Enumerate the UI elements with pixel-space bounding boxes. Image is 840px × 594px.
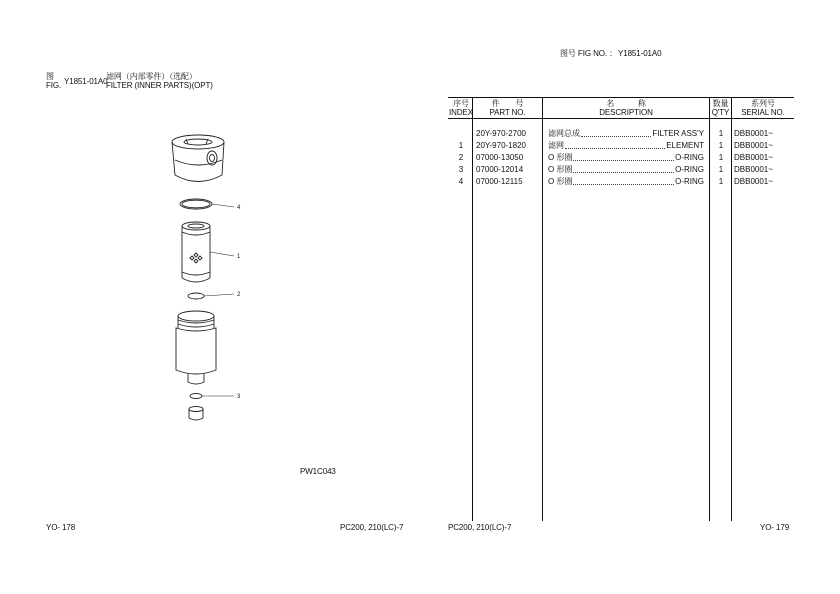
cell-index: 1 [458, 141, 464, 150]
desc-en: O-RING [675, 153, 704, 162]
desc-cn: 滤网总成 [548, 129, 580, 138]
filter-bowl-drawing [176, 311, 216, 384]
o-ring-3-drawing [190, 394, 202, 399]
cell-serial: DBB0001~ [734, 165, 773, 174]
cell-part-no: 20Y-970-1820 [476, 141, 526, 150]
cell-qty: 1 [718, 141, 724, 150]
callout-3: 3 [237, 394, 241, 400]
fig-label-en: FIG. [46, 81, 62, 90]
cell-part-no: 07000-12014 [476, 165, 524, 174]
cell-serial: DBB0001~ [734, 141, 773, 150]
leader-dots [573, 153, 674, 161]
desc-en: O-RING [675, 165, 704, 174]
callout-4: 4 [237, 205, 241, 211]
cell-description [548, 177, 704, 187]
col-divider [472, 97, 473, 521]
leader-dots [573, 165, 674, 173]
leader-dots [581, 129, 651, 137]
cell-part-no: 07000-12115 [476, 177, 523, 186]
fig-number: Y1851-01A0 [64, 77, 108, 86]
fig-no-value: Y1851-01A0 [618, 49, 662, 58]
right-footer-model: PC200, 210(LC)-7 [448, 523, 512, 532]
cell-description [548, 141, 704, 151]
cell-serial: DBB0001~ [734, 153, 773, 162]
header-qty-en: Q'TY [711, 108, 730, 117]
cell-index: 2 [458, 153, 464, 162]
header-part-cn: 件 号 [491, 99, 524, 108]
cell-index: 3 [458, 165, 464, 174]
left-footer-model: PC200, 210(LC)-7 [340, 523, 404, 532]
cell-description [548, 153, 704, 163]
cell-index: 4 [458, 177, 464, 186]
illustration-code: PW1C043 [300, 467, 336, 476]
filter-exploded-illustration [150, 120, 290, 440]
cell-qty: 1 [718, 165, 724, 174]
cell-qty: 1 [718, 129, 724, 138]
callout-1: 1 [237, 254, 241, 260]
header-part-en: PART NO. [489, 108, 526, 117]
filter-head-drawing [172, 135, 224, 182]
filter-element-drawing [182, 222, 210, 282]
header-qty-cn: 数量 [712, 99, 729, 108]
cell-serial: DBB0001~ [734, 129, 773, 138]
fig-no-label: 图号 FIG NO. ： [560, 49, 618, 58]
cell-qty: 1 [718, 177, 724, 186]
desc-cn: O 形圈 [548, 165, 573, 174]
desc-en: O-RING [675, 177, 704, 186]
col-divider [709, 97, 710, 521]
desc-en: FILTER ASS'Y [652, 129, 704, 138]
header-serial-en: SERIAL NO. [741, 108, 785, 117]
header-desc-cn: 名 称 [606, 99, 646, 108]
cell-serial: DBB0001~ [734, 177, 773, 186]
header-serial-cn: 系列号 [751, 99, 775, 108]
header-desc-en: DESCRIPTION [599, 108, 653, 117]
desc-en: ELEMENT [666, 141, 704, 150]
table-header-rule [448, 118, 794, 119]
cell-description [548, 165, 704, 175]
cell-description [548, 129, 704, 139]
table-top-rule [448, 97, 794, 98]
header-index-en: INDEX [449, 108, 473, 117]
drain-plug-drawing [189, 407, 203, 421]
col-divider [731, 97, 732, 521]
desc-cn: O 形圈 [548, 177, 573, 186]
fig-label-cn: 图 [46, 72, 54, 81]
desc-cn: O 形圈 [548, 153, 573, 162]
o-ring-2-drawing [188, 293, 204, 299]
callout-2: 2 [237, 292, 241, 298]
left-footer-page: YO- 178 [46, 523, 76, 532]
leader-dots [565, 141, 665, 149]
leader-dots [573, 177, 674, 185]
header-index-cn: 序号 [453, 99, 469, 108]
right-footer-page: YO- 179 [760, 523, 790, 532]
desc-cn: 滤网 [548, 141, 564, 150]
cell-part-no: 07000-13050 [476, 153, 524, 162]
figure-title-cn: 滤网（内部零件）（选配） [106, 72, 197, 81]
cell-part-no: 20Y-970-2700 [476, 129, 526, 138]
col-divider [542, 97, 543, 521]
figure-title-en: FILTER (INNER PARTS)(OPT) [106, 81, 213, 90]
cell-qty: 1 [718, 153, 724, 162]
